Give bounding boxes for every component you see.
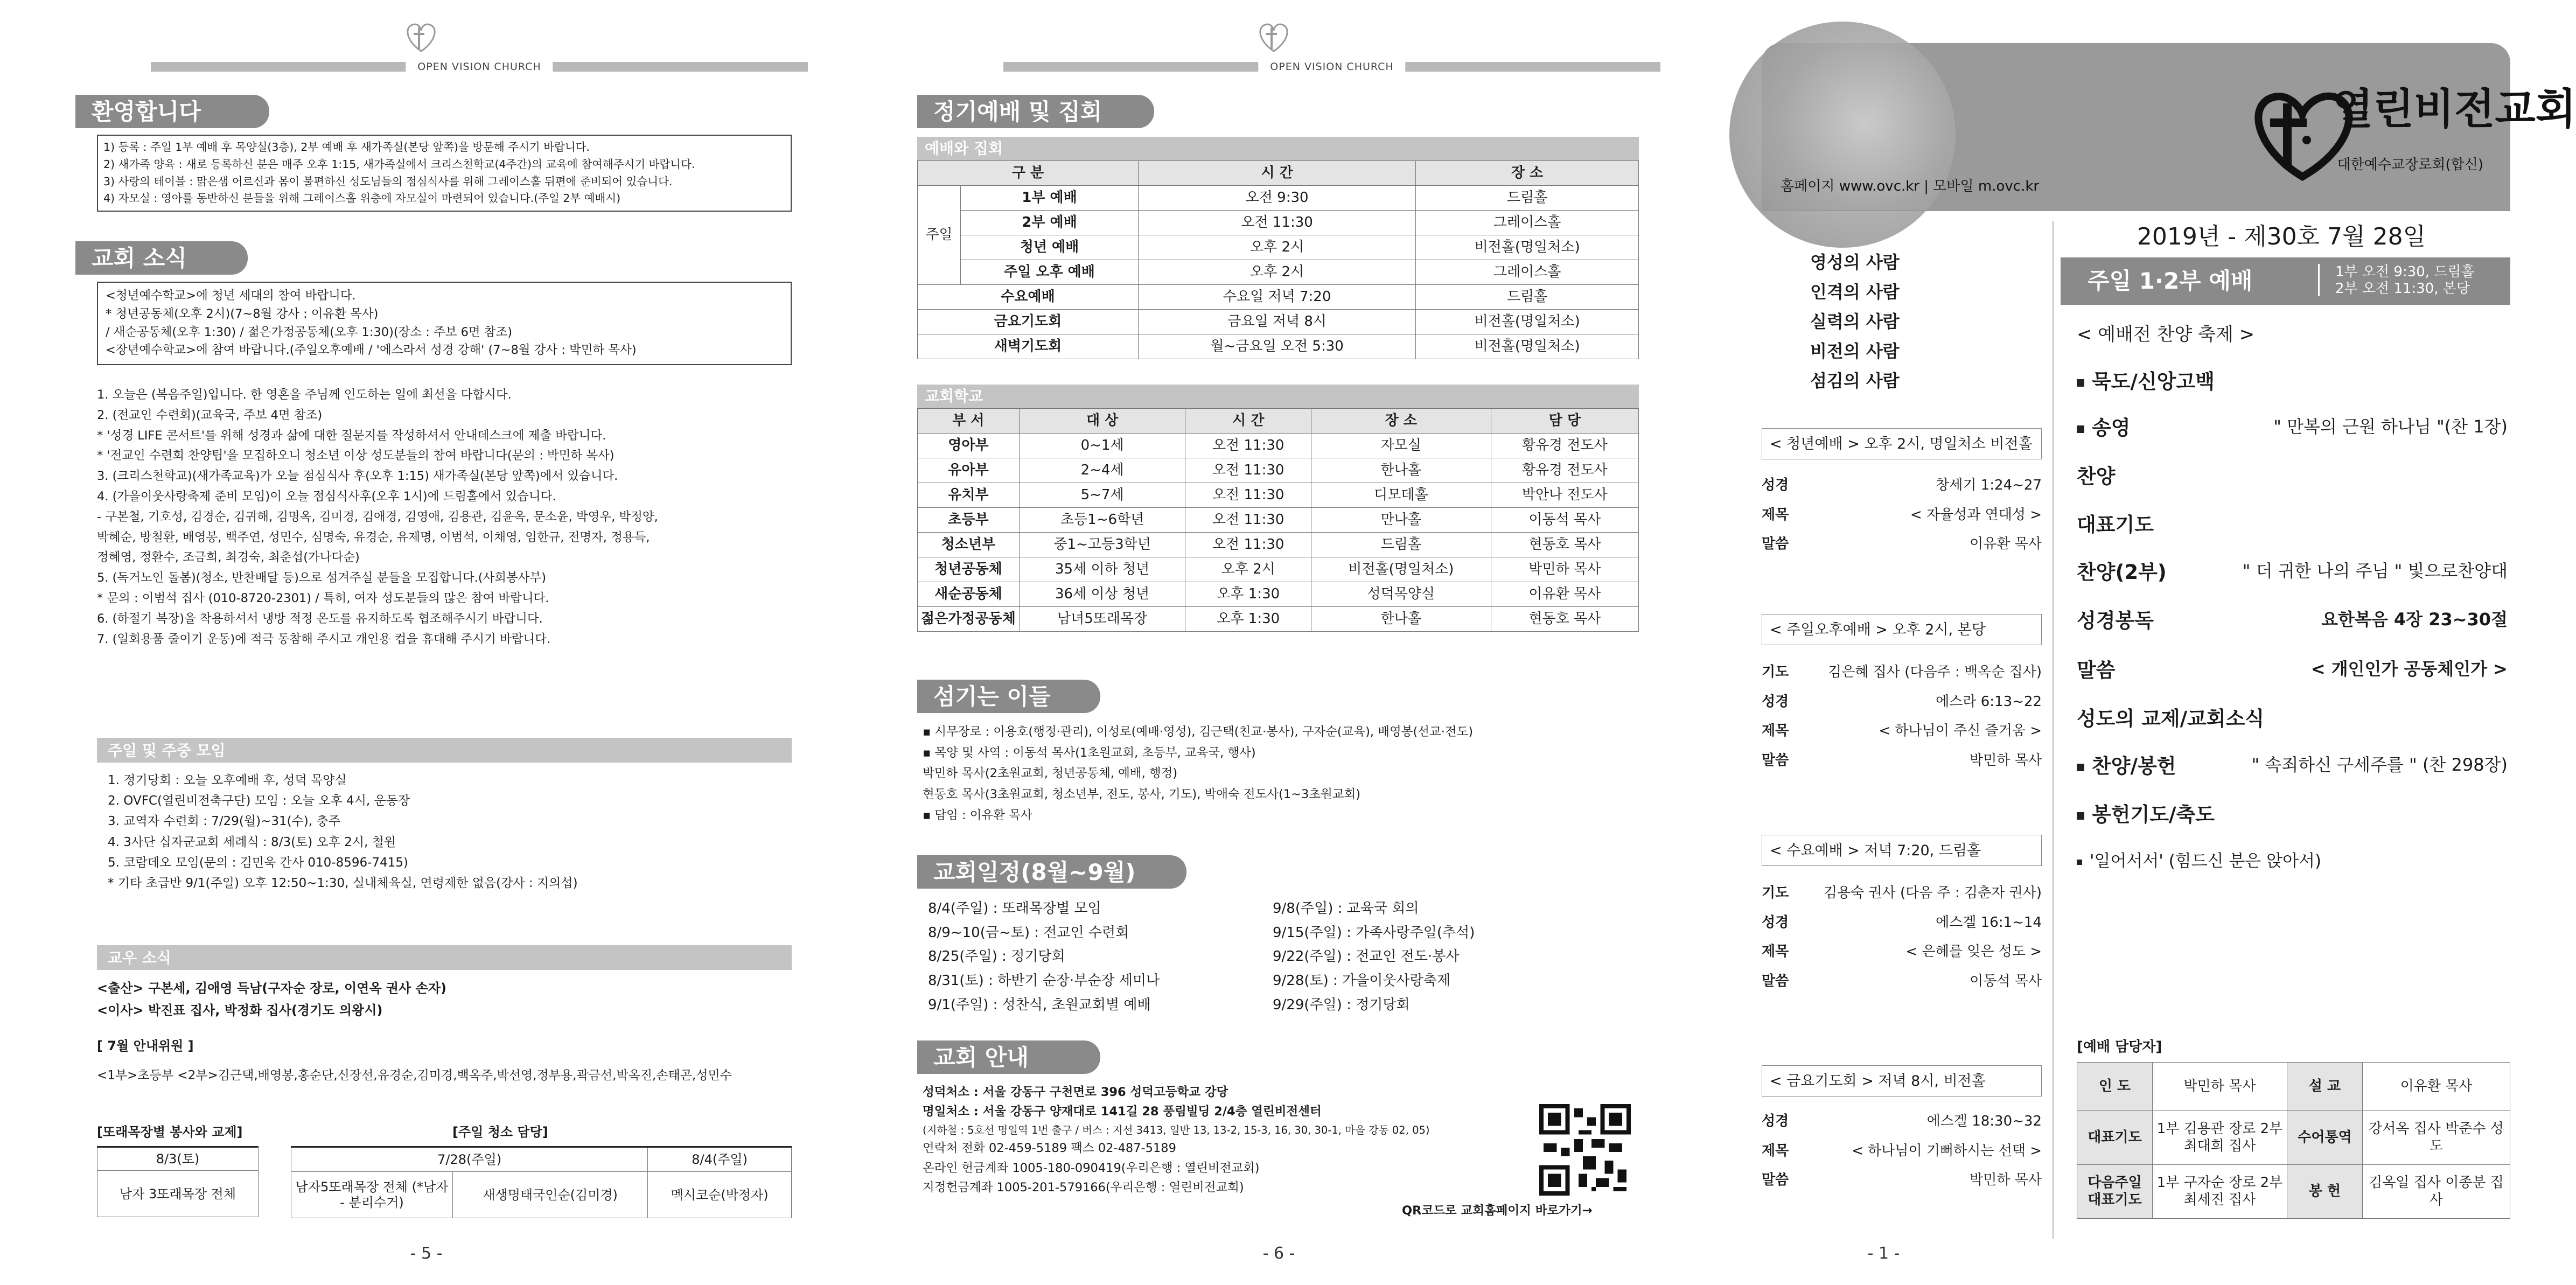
worship-head: 구 분 bbox=[918, 161, 1139, 186]
member-item: <이사> 박진표 집사, 박정화 집사(경기도 의왕시) bbox=[97, 1002, 383, 1018]
school-cell: 한나홀 bbox=[1311, 607, 1491, 632]
cleaning-date-1: 7/28(주일) bbox=[291, 1147, 648, 1172]
field-label: 성경 bbox=[1762, 914, 1789, 931]
motto-list bbox=[1810, 248, 1900, 396]
field-label: 성경 bbox=[1762, 1113, 1789, 1129]
welcome-item: 3) 사랑의 테이블 : 맑은샘 어르신과 몸이 불편하신 성도님들의 점심식사를 위해 그레이스홀 뒤편에 준비되어 있습니다. bbox=[103, 174, 673, 188]
section-title-schedule: 교회일정(8월~9월) bbox=[917, 855, 1186, 889]
afternoon-worship-title: < 주일오후예배 > 오후 2시, 본당 bbox=[1762, 614, 2042, 645]
service-time: 1부 오전 9:30, 드림홀 bbox=[2335, 264, 2475, 280]
order-item-detail: " 더 귀한 나의 주님 " 빛으로찬양대 bbox=[2242, 561, 2508, 581]
bullet-icon bbox=[2077, 764, 2084, 771]
wednesday-worship-title: < 수요예배 > 저녁 7:20, 드림홀 bbox=[1762, 835, 2042, 866]
duty-table bbox=[2077, 1062, 2510, 1219]
news-item: * '전교인 수련회 찬양팀'을 모집하오니 청소년 이상 성도분들의 참여 바랍니다(문의 : 박민하 목사) bbox=[97, 449, 615, 463]
school-dept: 새순공동체 bbox=[918, 582, 1020, 607]
motto-item: 비전의 사람 bbox=[1810, 341, 1900, 362]
schedule-item: 9/29(주일) : 정기당회 bbox=[1273, 996, 1410, 1013]
school-cell: 5~7세 bbox=[1019, 483, 1185, 508]
school-head: 담 당 bbox=[1491, 409, 1638, 434]
service-time: 2부 오전 11:30, 본당 bbox=[2335, 281, 2470, 297]
school-dept: 청소년부 bbox=[918, 533, 1020, 557]
church-name-en: OPEN VISION CHURCH bbox=[1258, 61, 1405, 74]
order-item-label: 대표기도 bbox=[2077, 513, 2154, 536]
order-item-label: 찬양(2부) bbox=[2077, 561, 2167, 584]
order-item-detail: < 개인인가 공동체인가 > bbox=[2310, 659, 2508, 679]
schedule-item: 9/8(주일) : 교육국 회의 bbox=[1273, 900, 1419, 917]
cleaning-value: 남자5또래목장 전체 (*남자 - 분리수거) bbox=[291, 1172, 453, 1218]
order-item-label: 봉헌기도/축도 bbox=[2092, 803, 2215, 826]
news-item: 1. 오늘은 (복음주일)입니다. 한 영혼을 주님께 인도하는 일에 최선을 다합시다. bbox=[97, 388, 512, 402]
school-cell: 현동호 목사 bbox=[1491, 533, 1638, 557]
school-cell: 이동석 목사 bbox=[1491, 508, 1638, 533]
school-dept: 초등부 bbox=[918, 508, 1020, 533]
page-number: - 6 - bbox=[1262, 1244, 1295, 1263]
school-cell: 드림홀 bbox=[1311, 533, 1491, 557]
field-value: < 하나님이 기뻐하시는 선택 > bbox=[1852, 1142, 2042, 1159]
worship-place: 비전홀(명일처소) bbox=[1416, 310, 1639, 334]
church-name: 열린비전교회 bbox=[2333, 85, 2576, 134]
school-head: 시 간 bbox=[1185, 409, 1311, 434]
saturday-date: 8/3(토) bbox=[97, 1147, 259, 1171]
school-dept: 청년공동체 bbox=[918, 557, 1020, 582]
field-value: 에스라 6:13~22 bbox=[1936, 693, 2042, 710]
school-cell: 35세 이하 청년 bbox=[1019, 557, 1185, 582]
school-cell: 오후 1:30 bbox=[1185, 607, 1311, 632]
duty-role: 인 도 bbox=[2077, 1063, 2153, 1111]
schedule-item: 9/28(토) : 가을이웃사랑축제 bbox=[1273, 973, 1451, 989]
news-item: * '성경 LIFE 콘서트'를 위해 성경과 삶에 대한 질문지를 작성하셔서 안내데스크에 제출 바랍니다. bbox=[97, 428, 606, 443]
news-item: 6. (하절기 복장)을 착용하셔서 냉방 적정 온도를 유지하도록 협조해주시기 바랍니다. bbox=[97, 611, 543, 626]
service-title: 주일 1·2부 예배 bbox=[2088, 268, 2253, 294]
welcome-box bbox=[97, 135, 792, 212]
news-item: 7. (일회용품 줄이기 운동)에 적극 동참해 주시고 개인용 컵을 휴대해 주시기 바랍니다. bbox=[97, 632, 551, 646]
church-name-en: OPEN VISION CHURCH bbox=[406, 61, 553, 74]
church-logo-icon bbox=[1252, 19, 1295, 57]
worship-place: 드림홀 bbox=[1416, 285, 1639, 310]
worship-place: 드림홀 bbox=[1416, 186, 1639, 211]
school-subtitle: 교회학교 bbox=[917, 385, 1639, 408]
motto-item: 인격의 사람 bbox=[1810, 282, 1900, 303]
field-label: 말씀 bbox=[1762, 973, 1789, 989]
news-item: * 문의 : 이범석 집사 (010-8720-2301) / 특히, 여자 성도분들의 많은 참여 바랍니다. bbox=[97, 591, 549, 605]
weekly-item: 2. OVFC(열린비전축구단) 모임 : 오늘 오후 4시, 운동장 bbox=[108, 794, 410, 808]
news-box-line: <청년예수학교>에 청년 세대의 참여 바랍니다. bbox=[106, 289, 356, 303]
field-value: < 하나님이 주신 즐거움 > bbox=[1879, 723, 2042, 739]
worship-subtitle: 예배와 집회 bbox=[917, 137, 1639, 160]
field-value: 박민하 목사 bbox=[1970, 752, 2042, 769]
order-item-detail: " 속죄하신 구세주를 " (찬 298장) bbox=[2251, 755, 2508, 775]
duty-person: 1부 김용관 장로 2부 최대희 집사 bbox=[2153, 1111, 2287, 1165]
school-cell: 오후 1:30 bbox=[1185, 582, 1311, 607]
news-item: - 구본철, 기호성, 김경순, 김귀해, 김명옥, 김미경, 김애경, 김영애, 김용관, 김윤옥, 문소윤, 박영우, 박정양, bbox=[97, 509, 658, 524]
worship-time: 오후 2시 bbox=[1139, 260, 1416, 285]
section-title-info: 교회 안내 bbox=[917, 1040, 1100, 1074]
field-value: 이유환 목사 bbox=[1970, 536, 2042, 552]
servant-item: 박민하 목사(2초원교회, 청년공동체, 예배, 행정) bbox=[923, 766, 1178, 781]
school-table bbox=[917, 408, 1639, 632]
schedule-left bbox=[928, 897, 1160, 1017]
schedule-item: 9/22(주일) : 전교인 전도·봉사 bbox=[1273, 948, 1460, 965]
servant-item: 현동호 목사(3초원교회, 청소년부, 전도, 봉사, 기도), 박애숙 전도사(1~3초원교회) bbox=[923, 787, 1361, 802]
afternoon-worship bbox=[1762, 614, 2042, 769]
news-box-line: / 새순공동체(오후 1:30) / 젊은가정공동체(오후 1:30)(장소 : 주보 6면 참조) bbox=[106, 325, 513, 339]
school-cell: 황유경 전도사 bbox=[1491, 434, 1638, 458]
school-cell: 2~4세 bbox=[1019, 458, 1185, 483]
duty-role: 봉 헌 bbox=[2287, 1165, 2363, 1219]
saturday-value: 남자 3또래목장 전체 bbox=[97, 1171, 259, 1217]
duty-role: 설 교 bbox=[2287, 1063, 2363, 1111]
school-cell: 오전 11:30 bbox=[1185, 533, 1311, 557]
school-cell: 현동호 목사 bbox=[1491, 607, 1638, 632]
welcome-item: 1) 등록 : 주일 1부 예배 후 목양실(3층), 2부 예배 후 새가족실(본당 앞쪽)을 방문해 주시기 바랍니다. bbox=[103, 141, 590, 153]
field-label: 기도 bbox=[1762, 885, 1789, 901]
page-header bbox=[0, 19, 853, 75]
order-item bbox=[2077, 658, 2508, 690]
weekly-item: * 기타 초급반 9/1(주일) 오후 12:50~1:30, 실내체육실, 연령제한 없음(강사 : 지의섭) bbox=[108, 876, 578, 890]
section-title-welcome: 환영합니다 bbox=[75, 95, 269, 128]
field-label: 말씀 bbox=[1762, 1172, 1789, 1188]
school-cell: 비전홀(명일처소) bbox=[1311, 557, 1491, 582]
worship-head: 시 간 bbox=[1139, 161, 1416, 186]
servant-item: ▪ 담임 : 이유환 목사 bbox=[923, 808, 1032, 822]
cleaning-value: 새생명태국인순(김미경) bbox=[453, 1172, 648, 1218]
schedule-item: 9/1(주일) : 성찬식, 초원교회별 예배 bbox=[928, 996, 1151, 1013]
info-line: (지하철 : 5호선 명일역 1번 출구 / 버스 : 지선 3413, 일반 13, 13-2, 15-3, 16, 30, 30-1, 마을 강동 02, 05) bbox=[923, 1123, 1430, 1136]
school-head: 장 소 bbox=[1311, 409, 1491, 434]
school-cell: 0~1세 bbox=[1019, 434, 1185, 458]
school-cell: 만나홀 bbox=[1311, 508, 1491, 533]
servant-item: ▪ 목양 및 사역 : 이동석 목사(1초원교회, 초등부, 교육국, 행사) bbox=[923, 745, 1256, 760]
schedule-item: 9/15(주일) : 가족사랑주일(추석) bbox=[1273, 924, 1475, 941]
worship-time: 월~금요일 오전 5:30 bbox=[1139, 334, 1416, 359]
order-note bbox=[2077, 851, 2508, 883]
youth-worship bbox=[1762, 428, 2042, 553]
schedule-item: 8/4(주일) : 또래목장별 모임 bbox=[928, 900, 1101, 917]
schedule-item: 8/9~10(금~토) : 전교인 수련회 bbox=[928, 924, 1129, 941]
saturday-title: [또래목장별 봉사와 교제] bbox=[97, 1125, 243, 1140]
homepage[interactable]: 홈페이지 www.ovc.kr | 모바일 m.ovc.kr bbox=[1781, 178, 2040, 194]
school-head: 부 서 bbox=[918, 409, 1020, 434]
order-item bbox=[2077, 464, 2508, 497]
school-cell: 남녀5또래목장 bbox=[1019, 607, 1185, 632]
worship-time: 수요일 저녁 7:20 bbox=[1139, 285, 1416, 310]
ushers-title: [ 7월 안내위원 ] bbox=[97, 1038, 194, 1053]
duty-role: 대표기도 bbox=[2077, 1111, 2153, 1165]
school-cell: 오전 11:30 bbox=[1185, 458, 1311, 483]
divider bbox=[1762, 210, 2510, 211]
worship-place: 그레이스홀 bbox=[1416, 211, 1639, 235]
welcome-item: 4) 자모실 : 영아를 동반하신 분들을 위해 그레이스홀 위층에 자모실이 마련되어 있습니다.(주일 2부 예배시) bbox=[103, 192, 621, 205]
order-item-label: 송영 bbox=[2092, 416, 2131, 439]
schedule-item: 8/31(토) : 하반기 순장·부순장 세미나 bbox=[928, 973, 1160, 989]
worship-time: 금요일 저녁 8시 bbox=[1139, 310, 1416, 334]
servants-list bbox=[923, 722, 1473, 826]
bullet-icon bbox=[2077, 379, 2084, 387]
section-title-worship: 정기예배 및 집회 bbox=[917, 95, 1154, 128]
servant-item: ▪ 시무장로 : 이용호(행정·관리), 이성로(예배·영성), 김근택(친교·봉사), 구자순(교육), 배영봉(선교·전도) bbox=[923, 725, 1474, 739]
section-title-servants: 섬기는 이들 bbox=[917, 680, 1100, 713]
info-line: 명일처소 : 서울 강동구 양재대로 141길 28 풍림빌딩 2/4층 열린비전센터 bbox=[923, 1105, 1322, 1119]
order-item-detail: " 만복의 근원 하나님 "(찬 1장) bbox=[2273, 416, 2508, 437]
field-value: 김은혜 집사 (다음주 : 백옥순 집사) bbox=[1828, 664, 2042, 680]
member-item: <출산> 구본세, 김애영 득남(구자순 장로, 이연옥 권사 손자) bbox=[97, 981, 446, 996]
worship-name: 청년 예배 bbox=[961, 235, 1139, 260]
weekly-item: 4. 3사단 십자군교회 세례식 : 8/3(토) 오후 2시, 철원 bbox=[108, 835, 396, 849]
news-item: 3. (크리스천학교)(새가족교육)가 오늘 점심식사 후(오후 1:15) 새가족실(본당 앞쪽)에서 있습니다. bbox=[97, 469, 618, 484]
order-item bbox=[2077, 513, 2508, 545]
worship-name: 1부 예배 bbox=[961, 186, 1139, 211]
news-item: 박혜순, 방철환, 배영봉, 백주연, 성민수, 심명숙, 유경순, 유제명, 이범석, 이채영, 임한규, 전명자, 정용득, bbox=[97, 530, 650, 544]
school-cell: 36세 이상 청년 bbox=[1019, 582, 1185, 607]
denomination: 대한예수교장로회(합신) bbox=[2337, 157, 2483, 173]
duty-role: 다음주일 대표기도 bbox=[2077, 1165, 2153, 1219]
order-item-label: 성도의 교제/교회소식 bbox=[2077, 707, 2265, 730]
welcome-item: 2) 새가족 양육 : 새로 등록하신 분은 매주 오후 1:15, 새가족실에서 크리스천학교(4주간)의 교육에 참여해주시기 바랍니다. bbox=[103, 157, 695, 171]
pre-service: < 예배전 찬양 축제 > bbox=[2077, 324, 2255, 345]
field-label: 기도 bbox=[1762, 664, 1789, 680]
worship-time: 오후 2시 bbox=[1139, 235, 1416, 260]
column-divider bbox=[2053, 221, 2054, 1239]
order-item bbox=[2077, 707, 2508, 739]
weekly-item: 1. 정기당회 : 오늘 오후예배 후, 성덕 목양실 bbox=[108, 773, 347, 787]
worship-name: 주일 오후 예배 bbox=[961, 260, 1139, 285]
duty-person: 강서옥 집사 박준수 성도 bbox=[2363, 1111, 2510, 1165]
field-label: 말씀 bbox=[1762, 536, 1789, 552]
weekly-item: 5. 코람데오 모임(문의 : 김민욱 간사 010-8596-7415) bbox=[108, 855, 408, 870]
page-6 bbox=[853, 0, 1705, 1285]
school-cell: 오전 11:30 bbox=[1185, 483, 1311, 508]
church-logo-icon bbox=[400, 19, 443, 57]
globe-icon bbox=[1729, 22, 1956, 248]
order-note-text: '일어서서' (힘드신 분은 앉아서) bbox=[2090, 851, 2322, 871]
weekly-list bbox=[108, 770, 578, 893]
weekly-item: 3. 교역자 수련회 : 7/29(월)~31(수), 충주 bbox=[108, 814, 340, 829]
bullet-icon bbox=[2077, 425, 2084, 433]
school-cell: 황유경 전도사 bbox=[1491, 458, 1638, 483]
news-list bbox=[97, 385, 658, 650]
saturday-table bbox=[97, 1146, 259, 1217]
school-cell: 성덕목양실 bbox=[1311, 582, 1491, 607]
school-cell: 한나홀 bbox=[1311, 458, 1491, 483]
school-dept: 영아부 bbox=[918, 434, 1020, 458]
header-bar bbox=[151, 62, 808, 72]
field-label: 성경 bbox=[1762, 477, 1789, 493]
school-cell: 오전 11:30 bbox=[1185, 434, 1311, 458]
duty-person: 박민하 목사 bbox=[2153, 1063, 2287, 1111]
news-box bbox=[97, 282, 792, 365]
school-cell: 자모실 bbox=[1311, 434, 1491, 458]
bullet-icon bbox=[2077, 812, 2084, 820]
order-item-label: 말씀 bbox=[2077, 659, 2116, 682]
order-item bbox=[2077, 416, 2508, 448]
news-box-line: <장년예수학교>에 참여 바랍니다.(주일오후예배 / '에스라서 성경 강해' (7~8월 강사 : 박민하 목사) bbox=[106, 343, 637, 358]
field-value: 이동석 목사 bbox=[1970, 973, 2042, 989]
motto-item: 섬김의 사람 bbox=[1810, 371, 1900, 392]
youth-worship-title: < 청년예배 > 오후 2시, 명일처소 비전홀 bbox=[1762, 428, 2042, 459]
field-value: 김용숙 권사 (다음 주 : 김춘자 권사) bbox=[1823, 885, 2042, 901]
order-item-label: 묵도/신앙고백 bbox=[2092, 370, 2215, 393]
worship-time: 오전 11:30 bbox=[1139, 211, 1416, 235]
news-item: 정혜영, 정환수, 조금희, 최경숙, 최춘섭(가나다순) bbox=[97, 550, 360, 565]
order-item-label: 찬양 bbox=[2077, 465, 2116, 488]
school-cell: 이유환 목사 bbox=[1491, 582, 1638, 607]
order-item bbox=[2077, 560, 2508, 592]
school-dept: 젊은가정공동체 bbox=[918, 607, 1020, 632]
school-cell: 박민하 목사 bbox=[1491, 557, 1638, 582]
friday-prayer bbox=[1762, 1065, 2042, 1189]
school-cell: 디모데홀 bbox=[1311, 483, 1491, 508]
worship-name: 2부 예배 bbox=[961, 211, 1139, 235]
worship-name: 수요예배 bbox=[918, 285, 1139, 310]
worship-table bbox=[917, 160, 1639, 359]
info-list bbox=[923, 1083, 1430, 1198]
field-label: 말씀 bbox=[1762, 752, 1789, 769]
school-cell: 초등1~6학년 bbox=[1019, 508, 1185, 533]
duty-title: [예배 담당자] bbox=[2077, 1039, 2162, 1055]
news-item: 4. (가을이웃사랑축제 준비 모임)이 오늘 점심식사후(오후 1시)에 드림홀에서 있습니다. bbox=[97, 489, 556, 504]
issue-date: 2019년 - 제30호 7월 28일 bbox=[2137, 223, 2426, 250]
header-bar bbox=[1003, 62, 1660, 72]
schedule-item: 8/25(주일) : 정기당회 bbox=[928, 948, 1065, 965]
bullet-icon bbox=[2077, 860, 2082, 865]
wednesday-worship bbox=[1762, 835, 2042, 990]
page-number: - 1 - bbox=[1867, 1244, 1900, 1263]
info-line: 지정헌금계좌 1005-201-579166(우리은행 : 열린비전교회) bbox=[923, 1181, 1244, 1195]
cleaning-value: 멕시코순(박정자) bbox=[648, 1172, 792, 1218]
field-value: < 자율성과 연대성 > bbox=[1910, 506, 2042, 523]
cleaning-date-2: 8/4(주일) bbox=[648, 1147, 792, 1172]
info-line: 성덕처소 : 서울 강동구 구천면로 396 성덕고등학교 강당 bbox=[923, 1085, 1228, 1099]
schedule-right bbox=[1273, 897, 1475, 1017]
field-label: 제목 bbox=[1762, 1142, 1789, 1159]
page-header bbox=[853, 19, 1705, 75]
school-cell: 오전 11:30 bbox=[1185, 508, 1311, 533]
worship-place: 그레이스홀 bbox=[1416, 260, 1639, 285]
service-times bbox=[2335, 264, 2475, 297]
worship-place: 비전홀(명일처소) bbox=[1416, 235, 1639, 260]
order-item bbox=[2077, 754, 2508, 786]
field-value: < 은혜를 잊은 성도 > bbox=[1905, 944, 2042, 960]
field-label: 성경 bbox=[1762, 693, 1789, 710]
worship-time: 오전 9:30 bbox=[1139, 186, 1416, 211]
order-item bbox=[2077, 369, 2508, 402]
cleaning-table bbox=[291, 1146, 792, 1218]
school-head: 대 상 bbox=[1019, 409, 1185, 434]
news-box-line: * 청년공동체(오후 2시)(7~8월 강사 : 이유환 목사) bbox=[106, 306, 379, 321]
section-title-weekly: 주일 및 주중 모임 bbox=[97, 738, 792, 763]
school-cell: 중1~고등3학년 bbox=[1019, 533, 1185, 557]
friday-prayer-title: < 금요기도회 > 저녁 8시, 비전홀 bbox=[1762, 1065, 2042, 1097]
field-label: 제목 bbox=[1762, 506, 1789, 523]
order-item bbox=[2077, 609, 2508, 641]
order-item-detail: 요한복음 4장 23~30절 bbox=[2321, 609, 2508, 630]
service-bar bbox=[2061, 257, 2510, 305]
motto-item: 실력의 사람 bbox=[1810, 311, 1900, 332]
worship-place: 비전홀(명일처소) bbox=[1416, 334, 1639, 359]
motto-item: 영성의 사람 bbox=[1810, 252, 1900, 273]
duty-role: 수어통역 bbox=[2287, 1111, 2363, 1165]
order-item-label: 찬양/봉헌 bbox=[2092, 755, 2176, 778]
field-label: 제목 bbox=[1762, 944, 1789, 960]
duty-person: 이유환 목사 bbox=[2363, 1063, 2510, 1111]
qr-link[interactable]: QR코드로 교회홈페이지 바로가기→ bbox=[1402, 1204, 1593, 1218]
worship-name: 새벽기도회 bbox=[918, 334, 1139, 359]
field-value: 창세기 1:24~27 bbox=[1936, 477, 2042, 493]
section-title-members: 교우 소식 bbox=[97, 945, 792, 970]
members-list bbox=[97, 977, 446, 1022]
duty-person: 김옥일 집사 이종분 집사 bbox=[2363, 1165, 2510, 1219]
news-item: 5. (독거노인 돌봄)(청소, 반찬배달 등)으로 섬겨주실 분들을 모집합니다.(사회봉사부) bbox=[97, 571, 547, 585]
duty-person: 1부 구자순 장로 2부 최세진 집사 bbox=[2153, 1165, 2287, 1219]
field-value: 에스겔 18:30~32 bbox=[1926, 1113, 2042, 1129]
page-5 bbox=[0, 0, 853, 1285]
school-dept: 유아부 bbox=[918, 458, 1020, 483]
worship-sunday: 주일 bbox=[918, 186, 961, 285]
order-item bbox=[2077, 802, 2508, 835]
news-item: 2. (전교인 수련회)(교육국, 주보 4면 참조) bbox=[97, 408, 323, 422]
order-item-label: 성경봉독 bbox=[2077, 609, 2154, 632]
school-cell: 오후 2시 bbox=[1185, 557, 1311, 582]
worship-head: 장 소 bbox=[1416, 161, 1639, 186]
field-value: 에스겔 16:1~14 bbox=[1936, 914, 2042, 931]
worship-name: 금요기도회 bbox=[918, 310, 1139, 334]
school-dept: 유치부 bbox=[918, 483, 1020, 508]
ushers-list: <1부>초등부 <2부>김근택,배영봉,홍순단,신장선,유경순,김미경,백옥주,박선영,정부용,곽금선,박옥진,손태곤,성민수 bbox=[97, 1068, 732, 1083]
page-1 bbox=[1705, 0, 2576, 1285]
section-title-news: 교회 소식 bbox=[75, 241, 248, 275]
school-cell: 박안나 전도사 bbox=[1491, 483, 1638, 508]
page-number: - 5 - bbox=[410, 1244, 443, 1263]
info-line: 연락처 전화 02-459-5189 팩스 02-487-5189 bbox=[923, 1141, 1176, 1156]
field-label: 제목 bbox=[1762, 723, 1789, 739]
service-divider bbox=[2318, 264, 2320, 296]
cleaning-title: [주일 청소 담당] bbox=[452, 1125, 548, 1140]
qr-code-icon[interactable] bbox=[1539, 1104, 1631, 1196]
field-value: 박민하 목사 bbox=[1970, 1172, 2042, 1188]
info-line: 온라인 헌금계좌 1005-180-090419(우리은행 : 열린비전교회) bbox=[923, 1161, 1260, 1175]
